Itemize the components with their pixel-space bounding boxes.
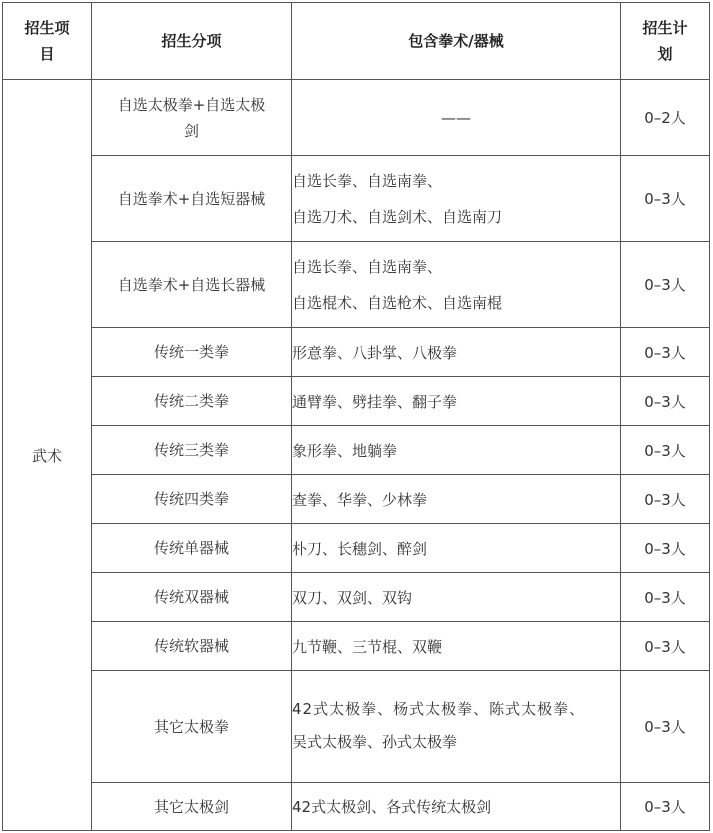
table-row bbox=[3, 475, 710, 524]
table-row bbox=[3, 156, 710, 242]
table-row bbox=[3, 242, 710, 328]
sub-item-line2: 剑 bbox=[183, 121, 199, 140]
table-row bbox=[3, 622, 710, 671]
plan-cell: 0–2人 bbox=[621, 80, 710, 156]
plan-cell: 0–3人 bbox=[621, 622, 710, 671]
sub-item-cell: 其它太极拳 bbox=[92, 671, 292, 783]
sub-item-cell: 自选拳术+自选长器械 bbox=[92, 242, 292, 328]
sub-item-cell: 传统软器械 bbox=[92, 622, 292, 671]
sub-item-cell bbox=[92, 80, 292, 156]
contents-cell: 双刀、双剑、双钩 bbox=[292, 573, 621, 622]
sub-item-cell: 传统三类拳 bbox=[92, 426, 292, 475]
contents-cell bbox=[292, 242, 621, 328]
contents-line: 自选刀术、自选剑术、自选南刀 bbox=[292, 207, 503, 226]
category-cell: 武术 bbox=[3, 80, 92, 831]
contents-cell bbox=[292, 156, 621, 242]
header-row bbox=[3, 3, 710, 80]
contents-line: 吴式太极拳、孙式太极拳 bbox=[292, 732, 458, 751]
contents-line: 自选长拳、自选南拳、 bbox=[292, 257, 443, 276]
plan-cell: 0–3人 bbox=[621, 475, 710, 524]
sub-item-cell: 传统单器械 bbox=[92, 524, 292, 573]
header-category bbox=[3, 3, 92, 80]
sub-item-line1: 自选太极拳+自选太极 bbox=[117, 95, 266, 114]
header-category-line1: 招生项 bbox=[24, 19, 70, 37]
contents-cell: 查拳、华拳、少林拳 bbox=[292, 475, 621, 524]
contents-cell: 九节鞭、三节棍、双鞭 bbox=[292, 622, 621, 671]
header-sub-item: 招生分项 bbox=[92, 3, 292, 80]
plan-cell: 0–3人 bbox=[621, 573, 710, 622]
contents-cell: 象形拳、地躺拳 bbox=[292, 426, 621, 475]
plan-cell: 0–3人 bbox=[621, 328, 710, 377]
contents-line: 自选棍术、自选枪术、自选南棍 bbox=[292, 293, 503, 312]
header-contents: 包含拳术/器械 bbox=[292, 3, 621, 80]
header-plan-line1: 招生计 bbox=[642, 19, 688, 37]
sub-item-cell: 其它太极剑 bbox=[92, 783, 292, 831]
sub-item-cell: 传统双器械 bbox=[92, 573, 292, 622]
table-row bbox=[3, 573, 710, 622]
table-row bbox=[3, 524, 710, 573]
plan-cell: 0–3人 bbox=[621, 156, 710, 242]
sub-item-cell: 传统四类拳 bbox=[92, 475, 292, 524]
plan-cell: 0–3人 bbox=[621, 783, 710, 831]
contents-cell: 42式太极剑、各式传统太极剑 bbox=[292, 783, 621, 831]
sub-item-cell: 传统二类拳 bbox=[92, 377, 292, 426]
contents-cell bbox=[292, 671, 621, 783]
table-row bbox=[3, 426, 710, 475]
plan-cell: 0–3人 bbox=[621, 671, 710, 783]
header-category-line2: 目 bbox=[39, 45, 55, 63]
contents-cell: —— bbox=[292, 80, 621, 156]
table-row bbox=[3, 783, 710, 831]
plan-cell: 0–3人 bbox=[621, 242, 710, 328]
table-row bbox=[3, 80, 710, 156]
header-plan bbox=[621, 3, 710, 80]
table-row bbox=[3, 377, 710, 426]
contents-line: 自选长拳、自选南拳、 bbox=[292, 171, 443, 190]
enrollment-table bbox=[2, 2, 710, 831]
sub-item-cell: 传统一类拳 bbox=[92, 328, 292, 377]
plan-cell: 0–3人 bbox=[621, 377, 710, 426]
contents-line: 42式太极拳、杨式太极拳、陈式太极拳、 bbox=[292, 699, 586, 718]
plan-cell: 0–3人 bbox=[621, 426, 710, 475]
table-row bbox=[3, 671, 710, 783]
contents-cell: 朴刀、长穗剑、醉剑 bbox=[292, 524, 621, 573]
contents-cell: 通臂拳、劈挂拳、翻子拳 bbox=[292, 377, 621, 426]
sub-item-cell: 自选拳术+自选短器械 bbox=[92, 156, 292, 242]
plan-cell: 0–3人 bbox=[621, 524, 710, 573]
header-plan-line2: 划 bbox=[657, 45, 673, 63]
contents-cell: 形意拳、八卦掌、八极拳 bbox=[292, 328, 621, 377]
table-row bbox=[3, 328, 710, 377]
